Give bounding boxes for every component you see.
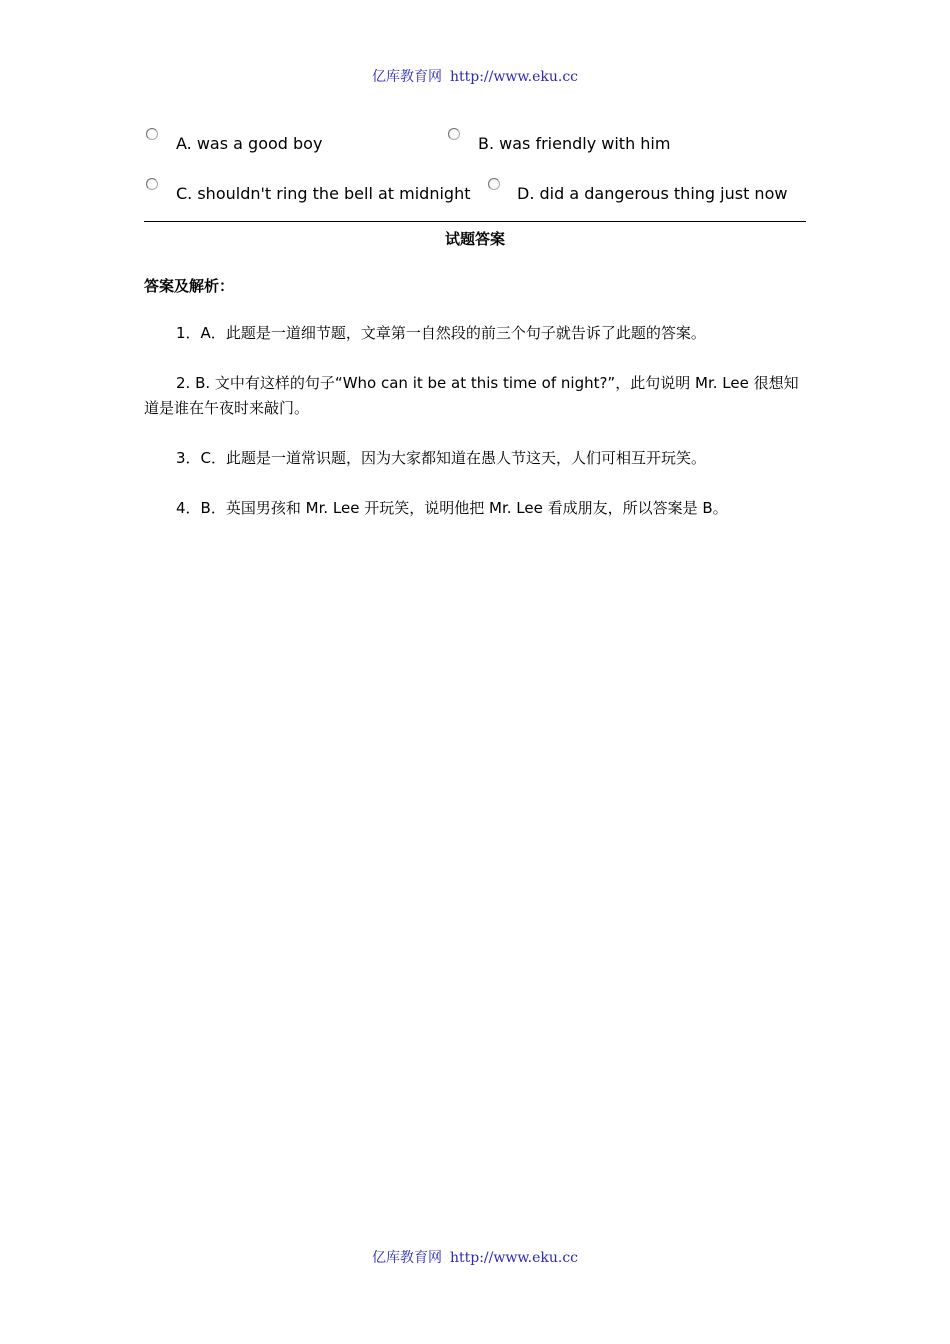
answer-2-text-2: ，此句说明 (615, 374, 695, 392)
radio-button-icon[interactable] (448, 128, 460, 140)
answer-4-name-1: Mr. Lee (305, 499, 360, 517)
radio-button-icon[interactable] (488, 178, 500, 190)
footer-site-name: 亿库教育网 (371, 1250, 442, 1266)
page-footer (0, 1247, 950, 1267)
answer-heading: 答案及解析： (144, 277, 235, 295)
option-d-label: D. did a dangerous thing just now (517, 184, 788, 203)
section-title: 试题答案 (444, 230, 505, 248)
answer-4-lead: 4．B． (176, 499, 226, 517)
radio-button-icon[interactable] (146, 178, 158, 190)
answer-1 (144, 321, 840, 346)
answer-4-text-4: 。 (712, 499, 728, 517)
header-site-url[interactable]: http://www.eku.cc (449, 69, 579, 85)
option-c-label: C. shouldn't ring the bell at midnight (176, 184, 471, 203)
answer-4-name-2: Mr. Lee (489, 499, 543, 517)
answer-4-text-3: 看成朋友，所以答案是 (542, 499, 703, 517)
section-divider (144, 221, 806, 222)
answer-3-text: 此题是一道常识题，因为大家都知道在愚人节这天，人们可相互开玩笑。 (226, 449, 707, 467)
option-b-label: B. was friendly with him (478, 134, 671, 153)
answer-2-text-3: 很想知道是谁在午夜时来敲门。 (144, 374, 799, 417)
header-site-name: 亿库教育网 (371, 69, 442, 85)
footer-site-url[interactable]: http://www.eku.cc (449, 1250, 579, 1266)
option-a-label: A. was a good boy (176, 134, 323, 153)
answer-2-text-1: 文中有这样的句子 (214, 374, 335, 392)
answer-4-text-1: 英国男孩和 (225, 499, 306, 517)
answer-2 (144, 371, 808, 421)
answer-2-lead: 2. B. (176, 374, 215, 392)
answer-1-text: 此题是一道细节题，文章第一自然段的前三个句子就告诉了此题的答案。 (225, 324, 706, 342)
answer-4 (144, 496, 840, 521)
radio-button-icon[interactable] (146, 128, 158, 140)
answer-1-lead: 1．A． (176, 324, 226, 342)
answer-2-name: Mr. Lee (695, 374, 749, 392)
options-row-2 (144, 176, 814, 206)
answer-2-quote: “Who can it be at this time of night?” (334, 374, 616, 392)
answer-4-letter: B (702, 499, 713, 517)
answer-4-text-2: 开玩笑，说明他把 (359, 499, 489, 517)
answer-3 (144, 446, 840, 471)
page-header (0, 66, 950, 86)
options-row-1 (144, 126, 814, 156)
answer-3-lead: 3．C． (176, 449, 227, 467)
